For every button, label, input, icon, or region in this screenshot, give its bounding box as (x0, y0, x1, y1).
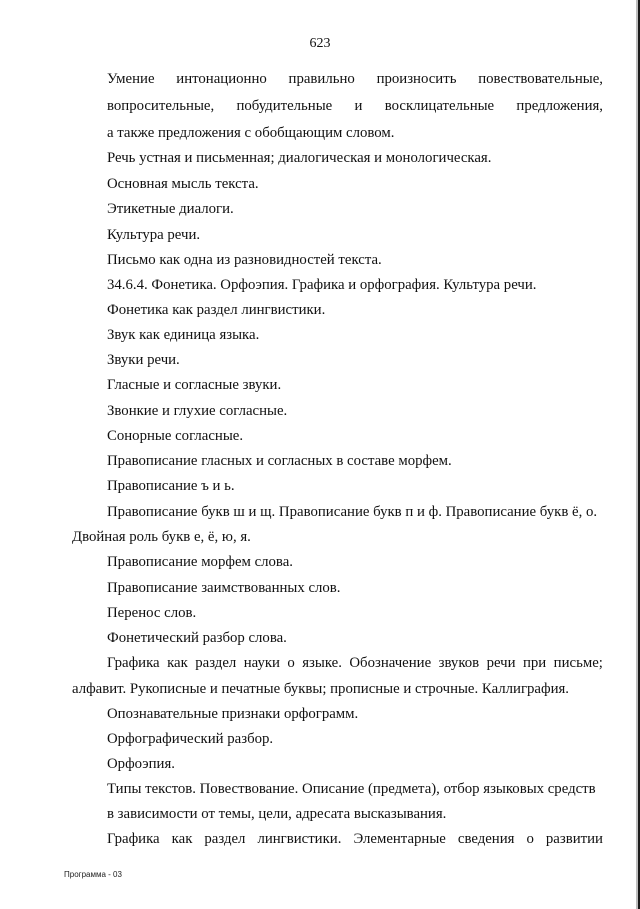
word: звуков (438, 655, 480, 671)
text-line: Опознавательные признаки орфограмм. (107, 706, 359, 722)
word: Умение (107, 71, 155, 87)
justified-line-31 (107, 830, 603, 848)
word: как (167, 655, 188, 671)
word: побудительные (236, 98, 333, 114)
word: и (354, 98, 363, 114)
word: о (526, 831, 534, 847)
word: языке. (302, 655, 342, 671)
text-line: Гласные и согласные звуки. (107, 377, 282, 393)
text-line: Сонорные согласные. (107, 428, 244, 444)
word: при (522, 655, 547, 671)
text-line: Правописание морфем слова. (107, 554, 293, 570)
text-line: Правописание букв ш и щ. Правописание букв п и ф. Правописание букв ё, о. (107, 504, 598, 520)
word: повествовательные, (478, 71, 603, 87)
word: письме; (553, 655, 603, 671)
word: раздел (195, 655, 237, 671)
word: восклицательные (384, 98, 495, 114)
text-line: Звуки речи. (107, 352, 180, 368)
text-line: Типы текстов. Повествование. Описание (предмета), отбор языковых средств (107, 781, 596, 797)
text-line: алфавит. Рукописные и печатные буквы; прописные и строчные. Каллиграфия. (72, 681, 570, 697)
text-line: Фонетика как раздел лингвистики. (107, 302, 326, 318)
text-line: Правописание заимствованных слов. (107, 580, 341, 596)
word: правильно (288, 71, 355, 87)
text-line: Перенос слов. (107, 605, 197, 621)
word: произносить (376, 71, 457, 87)
text-line: Культура речи. (107, 227, 201, 243)
footer-program-label: Программа - 03 (64, 870, 122, 879)
text-line: Основная мысль текста. (107, 176, 259, 192)
justified-line-2 (107, 97, 603, 115)
word: Обозначение (349, 655, 432, 671)
page-number: 623 (309, 36, 331, 51)
word: предложения, (516, 98, 603, 114)
text-line: Звук как единица языка. (107, 327, 260, 343)
text-line: Этикетные диалоги. (107, 201, 234, 217)
text-line: Орфоэпия. (107, 756, 175, 772)
text-line: Звонкие и глухие согласные. (107, 403, 288, 419)
text-line: Правописание гласных и согласных в составе морфем. (107, 453, 452, 469)
word: Графика (107, 655, 160, 671)
text-line: Речь устная и письменная; диалогическая и монологическая. (107, 150, 492, 166)
word: вопросительные, (107, 98, 215, 114)
word: науки (243, 655, 280, 671)
word: Элементарные (353, 831, 446, 847)
text-line: Двойная роль букв е, ё, ю, я. (72, 529, 251, 545)
justified-line-1 (107, 70, 603, 88)
word: развитии (545, 831, 603, 847)
text-line: Орфографический разбор. (107, 731, 274, 747)
word: лингвистики. (257, 831, 342, 847)
text-line: Фонетический разбор слова. (107, 630, 287, 646)
text-line: а также предложения с обобщающим словом. (107, 125, 395, 141)
justified-line-24 (107, 654, 603, 672)
word: о (287, 655, 295, 671)
word: Графика (107, 831, 160, 847)
word: как (171, 831, 193, 847)
word: интонационно (176, 71, 267, 87)
word: раздел (204, 831, 246, 847)
text-line: Правописание ъ и ь. (107, 478, 235, 494)
text-line: Письмо как одна из разновидностей текста. (107, 252, 382, 268)
word: сведения (457, 831, 515, 847)
section-heading: 34.6.4. Фонетика. Орфоэпия. Графика и орфография. Культура речи. (107, 277, 537, 293)
word: речи (486, 655, 516, 671)
text-line: в зависимости от темы, цели, адресата высказывания. (107, 806, 447, 822)
